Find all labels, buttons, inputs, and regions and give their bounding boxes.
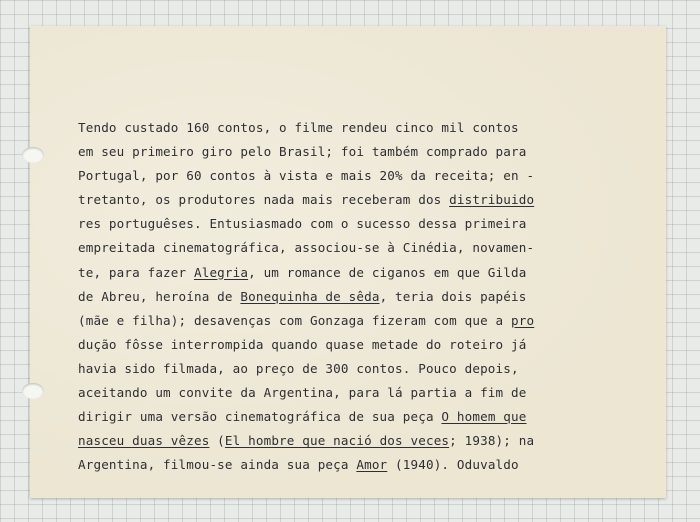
underlined-title: pro	[511, 312, 535, 328]
text-segment: dirigir uma versão cinematográfica de sua peça	[78, 409, 442, 425]
text-line	[78, 429, 618, 453]
text-segment: aceitando um convite da Argentina, para lá partia a fim de	[78, 385, 527, 401]
text-line	[78, 140, 618, 164]
text-segment: te, para fazer	[78, 264, 194, 280]
text-line	[78, 164, 618, 188]
text-line	[78, 212, 618, 236]
text-segment: (	[209, 433, 225, 449]
text-segment: dução fôsse interrompida quando quase metade do roteiro já	[78, 336, 527, 352]
text-segment: , um romance de ciganos em que Gilda	[248, 264, 527, 280]
text-line	[78, 309, 618, 333]
text-segment: res portuguêses. Entusiasmado com o sucesso dessa primeira	[78, 216, 527, 232]
text-segment: tretanto, os produtores nada mais receberam dos	[78, 192, 450, 208]
underlined-title: distribuido	[449, 192, 535, 208]
text-line	[78, 116, 618, 140]
punch-hole	[22, 147, 44, 163]
text-line	[78, 188, 618, 212]
text-line	[78, 357, 618, 381]
text-segment: empreitada cinematográfica, associou-se à Cinédia, novamen-	[78, 240, 535, 256]
text-segment: havia sido filmada, ao preço de 300 contos. Pouco depois,	[78, 360, 519, 376]
text-line	[78, 236, 618, 260]
text-segment: (1940). Oduvaldo	[387, 457, 519, 473]
typewritten-page	[30, 26, 666, 498]
text-segment: ; 1938); na	[449, 433, 535, 449]
typed-text-block	[78, 116, 618, 477]
text-segment: de Abreu, heroína de	[78, 288, 241, 304]
text-line	[78, 333, 618, 357]
punch-hole	[22, 383, 44, 399]
text-line	[78, 261, 618, 285]
text-line	[78, 405, 618, 429]
underlined-title: nasceu duas vêzes	[78, 433, 210, 449]
underlined-title: O homem que	[441, 409, 527, 425]
underlined-title: Alegria	[193, 264, 249, 280]
text-segment: Argentina, filmou-se ainda sua peça	[78, 457, 357, 473]
underlined-title: El hombre que nació dos veces	[224, 433, 450, 449]
text-segment: (mãe e filha); desavenças com Gonzaga fizeram com que a	[78, 312, 511, 328]
text-segment: , teria dois papéis	[379, 288, 527, 304]
text-line	[78, 453, 618, 477]
text-line	[78, 381, 618, 405]
text-segment: Tendo custado 160 contos, o filme rendeu cinco mil contos	[78, 120, 519, 135]
underlined-title: Amor	[356, 457, 388, 473]
underlined-title: Bonequinha de sêda	[240, 288, 380, 304]
text-segment: Portugal, por 60 contos à vista e mais 20% da receita; en -	[78, 168, 535, 184]
text-line	[78, 285, 618, 309]
text-segment: em seu primeiro giro pelo Brasil; foi também comprado para	[78, 144, 527, 160]
